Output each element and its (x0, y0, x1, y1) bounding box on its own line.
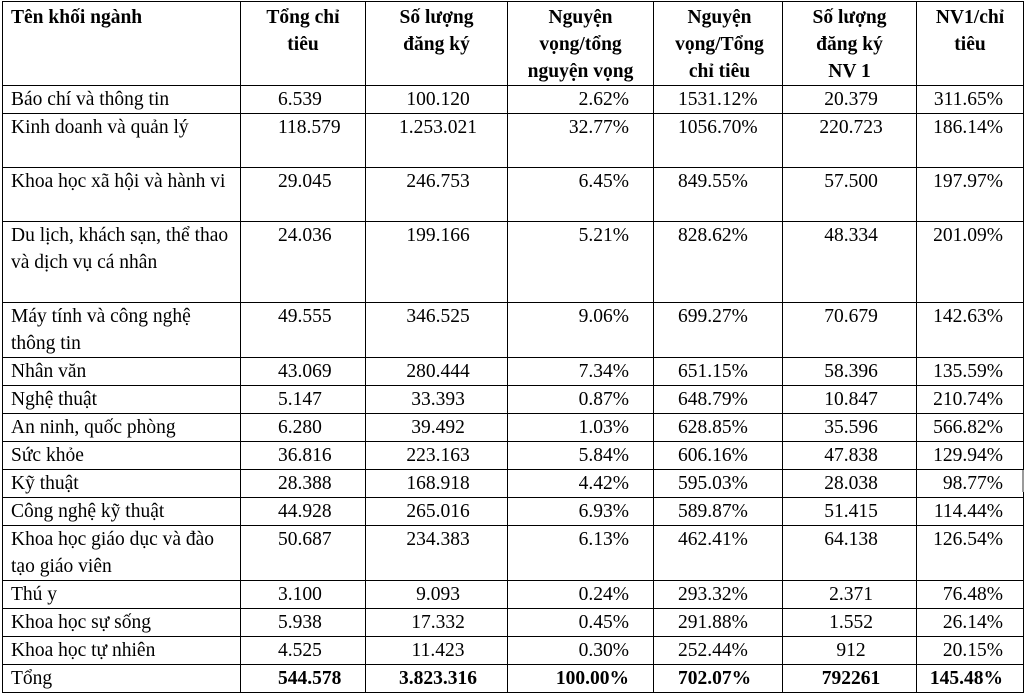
value-cell: 142.63% (917, 303, 1024, 358)
category-cell: Khoa học xã hội và hành vi (3, 168, 241, 222)
value-cell: 234.383 (366, 526, 508, 581)
value-cell: 5.84% (508, 442, 654, 470)
value-cell: 29.045 (241, 168, 366, 222)
header-cell: Nguyện vọng/Tổng chỉ tiêu (654, 2, 783, 86)
value-cell: 544.578 (241, 665, 366, 693)
value-cell: 6.280 (241, 414, 366, 442)
table-body (3, 86, 1024, 693)
table-row (3, 303, 1024, 358)
value-cell: 20.15% (917, 637, 1024, 665)
value-cell: 50.687 (241, 526, 366, 581)
table-row (3, 442, 1024, 470)
admissions-table (2, 1, 1024, 693)
category-cell: Kinh doanh và quản lý (3, 114, 241, 168)
header-row (3, 2, 1024, 86)
value-cell: 76.48% (917, 581, 1024, 609)
value-cell: 57.500 (783, 168, 917, 222)
value-cell: 168.918 (366, 470, 508, 498)
table-row (3, 609, 1024, 637)
value-cell: 1056.70% (654, 114, 783, 168)
value-cell: 628.85% (654, 414, 783, 442)
value-cell: 0.45% (508, 609, 654, 637)
value-cell: 43.069 (241, 358, 366, 386)
value-cell: 3.823.316 (366, 665, 508, 693)
value-cell: 606.16% (654, 442, 783, 470)
category-cell: Tổng (3, 665, 241, 693)
value-cell: 1.552 (783, 609, 917, 637)
value-cell: 0.24% (508, 581, 654, 609)
value-cell: 58.396 (783, 358, 917, 386)
value-cell: 47.838 (783, 442, 917, 470)
value-cell: 849.55% (654, 168, 783, 222)
value-cell: 2.371 (783, 581, 917, 609)
value-cell: 48.334 (783, 222, 917, 303)
value-cell: 10.847 (783, 386, 917, 414)
table-row (3, 114, 1024, 168)
header-cell: Số lượng đăng ký (366, 2, 508, 86)
category-cell: Khoa học sự sống (3, 609, 241, 637)
header-cell: NV1/chỉ tiêu (917, 2, 1024, 86)
value-cell: 35.596 (783, 414, 917, 442)
category-cell: Máy tính và công nghệ thông tin (3, 303, 241, 358)
value-cell: 651.15% (654, 358, 783, 386)
value-cell: 0.30% (508, 637, 654, 665)
table-row (3, 386, 1024, 414)
value-cell: 1531.12% (654, 86, 783, 114)
value-cell: 64.138 (783, 526, 917, 581)
category-cell: Khoa học giáo dục và đào tạo giáo viên (3, 526, 241, 581)
value-cell: 28.388 (241, 470, 366, 498)
value-cell: 699.27% (654, 303, 783, 358)
value-cell: 11.423 (366, 637, 508, 665)
category-cell: Công nghệ kỹ thuật (3, 498, 241, 526)
table-row (3, 526, 1024, 581)
value-cell: 135.59% (917, 358, 1024, 386)
value-cell: 6.45% (508, 168, 654, 222)
value-cell: 51.415 (783, 498, 917, 526)
value-cell: 220.723 (783, 114, 917, 168)
value-cell: 252.44% (654, 637, 783, 665)
value-cell: 293.32% (654, 581, 783, 609)
value-cell: 9.06% (508, 303, 654, 358)
value-cell: 589.87% (654, 498, 783, 526)
value-cell: 4.525 (241, 637, 366, 665)
value-cell: 5.21% (508, 222, 654, 303)
value-cell: 197.97% (917, 168, 1024, 222)
value-cell: 24.036 (241, 222, 366, 303)
value-cell: 114.44% (917, 498, 1024, 526)
table-row (3, 414, 1024, 442)
header-cell: Số lượng đăng ký NV 1 (783, 2, 917, 86)
value-cell: 595.03% (654, 470, 783, 498)
table-row (3, 581, 1024, 609)
value-cell: 129.94% (917, 442, 1024, 470)
value-cell: 44.928 (241, 498, 366, 526)
value-cell: 126.54% (917, 526, 1024, 581)
table-row (3, 86, 1024, 114)
header-cell: Tên khối ngành (3, 2, 241, 86)
value-cell: 70.679 (783, 303, 917, 358)
value-cell: 7.34% (508, 358, 654, 386)
category-cell: Báo chí và thông tin (3, 86, 241, 114)
header-cell: Nguyện vọng/tổng nguyện vọng (508, 2, 654, 86)
category-cell: Nhân văn (3, 358, 241, 386)
table-row (3, 358, 1024, 386)
value-cell: 201.09% (917, 222, 1024, 303)
value-cell: 246.753 (366, 168, 508, 222)
value-cell: 346.525 (366, 303, 508, 358)
table-row (3, 637, 1024, 665)
value-cell: 792261 (783, 665, 917, 693)
value-cell: 145.48% (917, 665, 1024, 693)
value-cell: 98.77% (917, 470, 1024, 498)
value-cell: 702.07% (654, 665, 783, 693)
value-cell: 462.41% (654, 526, 783, 581)
value-cell: 291.88% (654, 609, 783, 637)
category-cell: Khoa học tự nhiên (3, 637, 241, 665)
value-cell: 118.579 (241, 114, 366, 168)
value-cell: 20.379 (783, 86, 917, 114)
value-cell: 912 (783, 637, 917, 665)
value-cell: 6.93% (508, 498, 654, 526)
table-row (3, 470, 1024, 498)
value-cell: 6.13% (508, 526, 654, 581)
value-cell: 17.332 (366, 609, 508, 637)
category-cell: Thú y (3, 581, 241, 609)
value-cell: 210.74% (917, 386, 1024, 414)
value-cell: 4.42% (508, 470, 654, 498)
value-cell: 100.00% (508, 665, 654, 693)
value-cell: 648.79% (654, 386, 783, 414)
table-row (3, 498, 1024, 526)
value-cell: 1.03% (508, 414, 654, 442)
category-cell: Du lịch, khách sạn, thể thao và dịch vụ cá nhân (3, 222, 241, 303)
value-cell: 100.120 (366, 86, 508, 114)
value-cell: 39.492 (366, 414, 508, 442)
value-cell: 0.87% (508, 386, 654, 414)
value-cell: 5.938 (241, 609, 366, 637)
value-cell: 6.539 (241, 86, 366, 114)
value-cell: 9.093 (366, 581, 508, 609)
value-cell: 1.253.021 (366, 114, 508, 168)
value-cell: 33.393 (366, 386, 508, 414)
total-row (3, 665, 1024, 693)
value-cell: 3.100 (241, 581, 366, 609)
value-cell: 2.62% (508, 86, 654, 114)
category-cell: Nghệ thuật (3, 386, 241, 414)
value-cell: 566.82% (917, 414, 1024, 442)
value-cell: 32.77% (508, 114, 654, 168)
value-cell: 28.038 (783, 470, 917, 498)
value-cell: 49.555 (241, 303, 366, 358)
value-cell: 311.65% (917, 86, 1024, 114)
value-cell: 26.14% (917, 609, 1024, 637)
value-cell: 186.14% (917, 114, 1024, 168)
value-cell: 828.62% (654, 222, 783, 303)
value-cell: 280.444 (366, 358, 508, 386)
value-cell: 223.163 (366, 442, 508, 470)
category-cell: An ninh, quốc phòng (3, 414, 241, 442)
category-cell: Kỹ thuật (3, 470, 241, 498)
header-cell: Tổng chỉ tiêu (241, 2, 366, 86)
table-row (3, 222, 1024, 303)
value-cell: 36.816 (241, 442, 366, 470)
value-cell: 265.016 (366, 498, 508, 526)
category-cell: Sức khỏe (3, 442, 241, 470)
value-cell: 199.166 (366, 222, 508, 303)
value-cell: 5.147 (241, 386, 366, 414)
scroll-marker (1022, 470, 1024, 492)
table-row (3, 168, 1024, 222)
